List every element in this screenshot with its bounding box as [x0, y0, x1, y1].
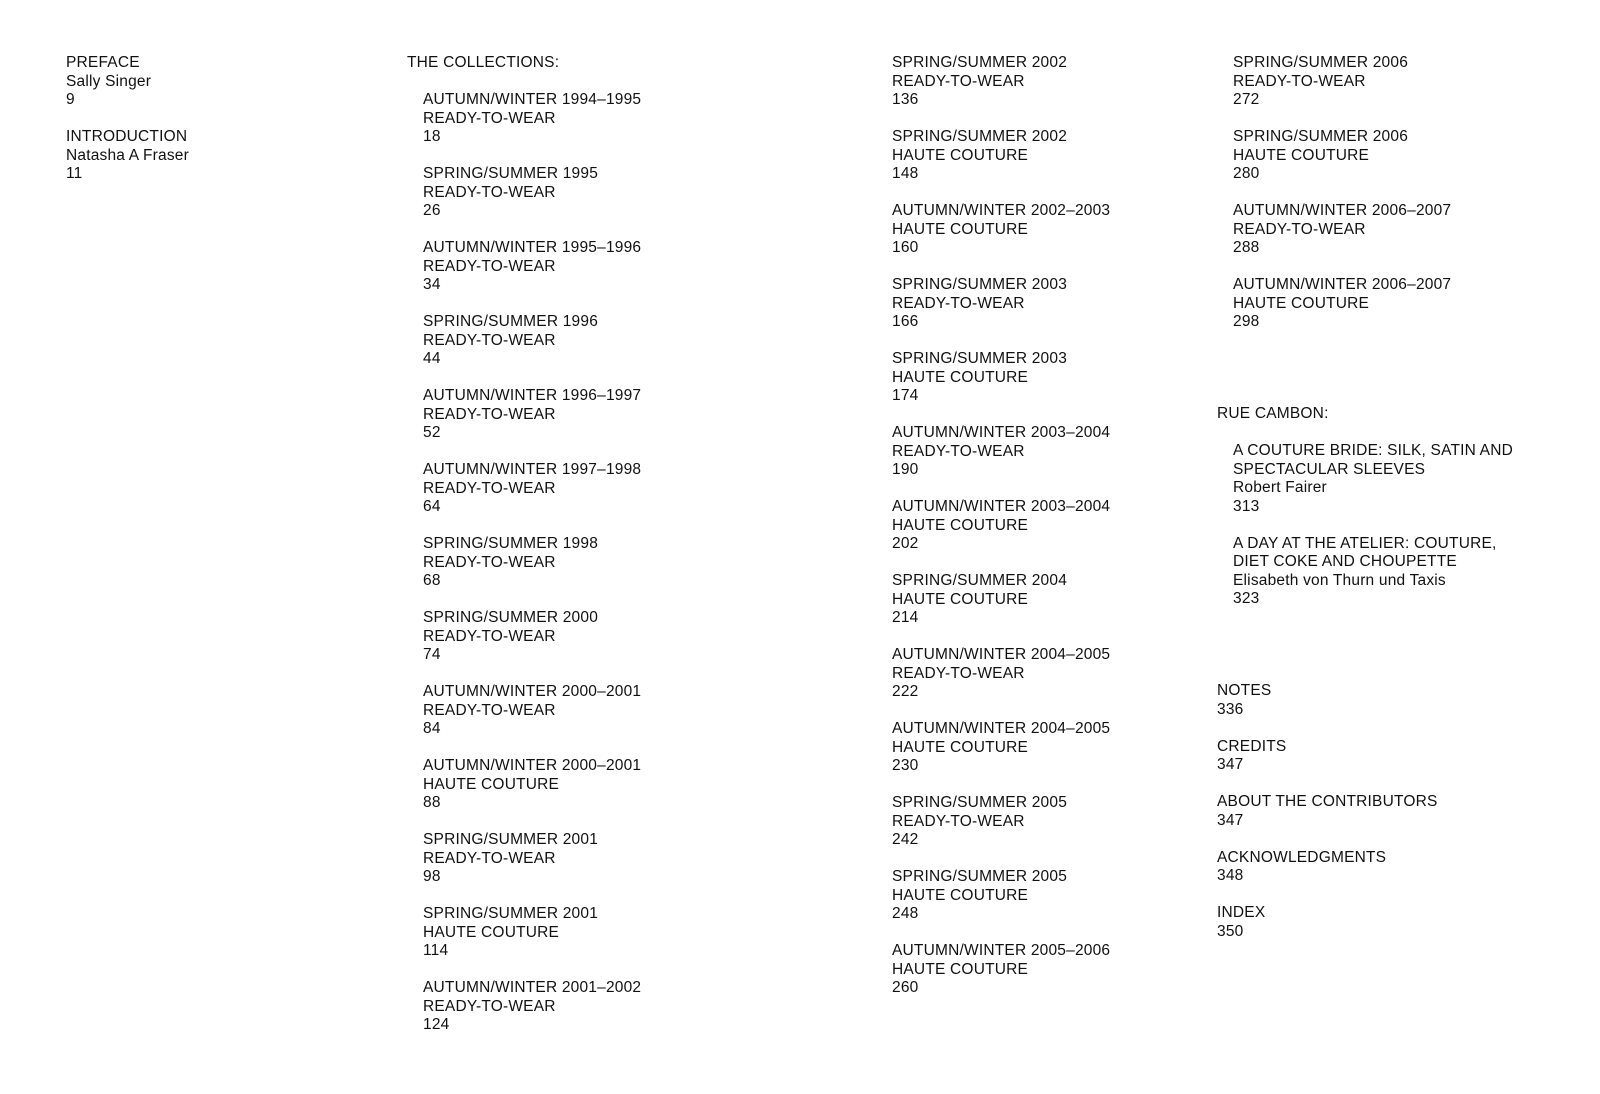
toc-entry-collection[interactable] — [1233, 128, 1577, 184]
toc-entry-collection[interactable] — [423, 461, 847, 517]
entry-page-number: 248 — [892, 905, 919, 922]
toc-entry-collection[interactable] — [423, 239, 847, 295]
collections-column-a — [407, 54, 847, 1053]
entry-line: HAUTE COUTURE — [892, 146, 1029, 164]
entry-line: READY-TO-WEAR — [423, 997, 556, 1015]
entry-line: HAUTE COUTURE — [892, 960, 1029, 978]
entry-line: READY-TO-WEAR — [423, 849, 556, 867]
toc-entry-collection[interactable] — [892, 128, 1212, 184]
entry-page-number: 114 — [423, 942, 449, 959]
entry-page-number: 84 — [423, 720, 441, 737]
entry-season: SPRING/SUMMER 1996 — [423, 313, 599, 330]
entry-page-number: 64 — [423, 498, 441, 515]
toc-entry-collection[interactable] — [892, 720, 1212, 776]
entry-season: AUTUMN/WINTER 2002–2003 — [892, 202, 1111, 219]
entry-page-number: 148 — [892, 165, 919, 182]
entry-season: SPRING/SUMMER 1995 — [423, 165, 599, 182]
entry-season: SPRING/SUMMER 2001 — [423, 905, 599, 922]
entry-season: SPRING/SUMMER 2005 — [892, 868, 1068, 885]
entry-title: NOTES — [1217, 682, 1272, 699]
entry-season: SPRING/SUMMER 2004 — [892, 572, 1068, 589]
essay-title-line-2: DIET COKE AND CHOUPETTE — [1233, 553, 1457, 570]
entry-page-number: 18 — [423, 128, 441, 145]
entry-season: SPRING/SUMMER 2006 — [1233, 54, 1409, 71]
toc-entry-about-contributors[interactable] — [1217, 793, 1577, 830]
entry-page-number: 202 — [892, 535, 919, 552]
entry-title: INTRODUCTION — [66, 128, 188, 145]
entry-page-number: 26 — [423, 202, 441, 219]
entry-line: READY-TO-WEAR — [423, 331, 556, 349]
toc-entry-collection[interactable] — [423, 979, 847, 1035]
entry-title: ACKNOWLEDGMENTS — [1217, 848, 1387, 866]
entry-line: READY-TO-WEAR — [423, 479, 556, 497]
entry-season: SPRING/SUMMER 2003 — [892, 350, 1068, 367]
entry-page-number: 174 — [892, 387, 919, 404]
essay-title-line-2: SPECTACULAR SLEEVES — [1233, 460, 1426, 478]
entry-line: READY-TO-WEAR — [1233, 72, 1366, 90]
entry-page-number: 34 — [423, 276, 441, 293]
entry-season: SPRING/SUMMER 2002 — [892, 128, 1068, 145]
entry-title: ABOUT THE CONTRIBUTORS — [1217, 793, 1438, 810]
entry-page-number: 124 — [423, 1016, 450, 1033]
entry-page-number: 44 — [423, 350, 441, 367]
toc-entry-collection[interactable] — [1233, 54, 1577, 110]
section-spacer — [1217, 350, 1577, 405]
toc-entry-acknowledgments[interactable] — [1217, 849, 1577, 886]
entry-page-number: 9 — [66, 91, 75, 108]
entry-line: READY-TO-WEAR — [423, 627, 556, 645]
entry-line: READY-TO-WEAR — [423, 553, 556, 571]
entry-season: AUTUMN/WINTER 2004–2005 — [892, 646, 1111, 663]
toc-entry-collection[interactable] — [892, 350, 1212, 406]
entry-season: AUTUMN/WINTER 2006–2007 — [1233, 276, 1452, 293]
toc-entry-collection[interactable] — [892, 498, 1212, 554]
entry-page-number: 336 — [1217, 700, 1244, 718]
entry-line: READY-TO-WEAR — [423, 183, 556, 201]
entry-page-number: 323 — [1233, 590, 1260, 607]
entry-season: AUTUMN/WINTER 2000–2001 — [423, 757, 642, 774]
entry-author: Sally Singer — [66, 72, 152, 90]
toc-entry-collection[interactable] — [423, 387, 847, 443]
toc-entry-collection[interactable] — [892, 794, 1212, 850]
entry-line: READY-TO-WEAR — [423, 109, 556, 127]
toc-entry-essay[interactable] — [1233, 442, 1577, 516]
collections-column-b — [892, 54, 1212, 1016]
toc-entry-collection[interactable] — [423, 757, 847, 813]
entry-season: AUTUMN/WINTER 2003–2004 — [892, 498, 1111, 515]
entry-season: SPRING/SUMMER 2001 — [423, 831, 599, 848]
collections-list-b — [892, 54, 1212, 998]
entry-season: AUTUMN/WINTER 2003–2004 — [892, 424, 1111, 441]
entry-page-number: 190 — [892, 461, 919, 478]
essay-author: Robert Fairer — [1233, 479, 1327, 496]
essay-title-line-1: A COUTURE BRIDE: SILK, SATIN AND — [1233, 442, 1514, 459]
entry-page-number: 313 — [1233, 497, 1260, 515]
entry-season: SPRING/SUMMER 2002 — [892, 54, 1068, 71]
toc-entry-preface[interactable] — [66, 54, 366, 110]
entry-season: SPRING/SUMMER 1998 — [423, 535, 599, 552]
entry-line: READY-TO-WEAR — [423, 701, 556, 719]
toc-entry-collection[interactable] — [1233, 202, 1577, 258]
entry-line: HAUTE COUTURE — [423, 775, 560, 793]
entry-page-number: 222 — [892, 683, 919, 700]
entry-line: HAUTE COUTURE — [892, 590, 1029, 608]
toc-entry-collection[interactable] — [892, 646, 1212, 702]
entry-page-number: 347 — [1217, 811, 1244, 829]
entry-line: HAUTE COUTURE — [892, 516, 1029, 534]
entry-page-number: 298 — [1233, 313, 1260, 330]
entry-season: SPRING/SUMMER 2003 — [892, 276, 1068, 293]
entry-season: SPRING/SUMMER 2005 — [892, 794, 1068, 811]
entry-page-number: 98 — [423, 868, 441, 885]
entry-page-number: 260 — [892, 979, 919, 996]
toc-entry-collection[interactable] — [892, 424, 1212, 480]
rue-cambon-list — [1217, 442, 1577, 609]
entry-author: Natasha A Fraser — [66, 146, 189, 164]
entry-page-number: 214 — [892, 609, 919, 626]
toc-entry-collection[interactable] — [423, 905, 847, 961]
toc-entry-collection[interactable] — [892, 276, 1212, 332]
toc-entry-introduction[interactable] — [66, 128, 366, 184]
entry-line: READY-TO-WEAR — [1233, 220, 1366, 238]
entry-page-number: 350 — [1217, 922, 1244, 940]
essay-title-line-1: A DAY AT THE ATELIER: COUTURE, — [1233, 534, 1497, 552]
entry-page-number: 230 — [892, 757, 919, 774]
entry-line: READY-TO-WEAR — [892, 294, 1025, 312]
toc-entry-index[interactable] — [1217, 904, 1577, 941]
essay-author: Elisabeth von Thurn und Taxis — [1233, 571, 1446, 589]
toc-entry-collection[interactable] — [423, 683, 847, 739]
entry-page-number: 348 — [1217, 867, 1244, 884]
entry-season: AUTUMN/WINTER 2006–2007 — [1233, 202, 1452, 219]
entry-page-number: 136 — [892, 91, 919, 108]
entry-line: READY-TO-WEAR — [892, 664, 1025, 682]
front-matter-column — [66, 54, 366, 202]
entry-season: AUTUMN/WINTER 1995–1996 — [423, 239, 642, 256]
entry-line: HAUTE COUTURE — [423, 923, 560, 941]
entry-season: AUTUMN/WINTER 2000–2001 — [423, 683, 642, 700]
entry-season: SPRING/SUMMER 2000 — [423, 609, 599, 626]
entry-title: CREDITS — [1217, 737, 1287, 755]
toc-entry-collection[interactable] — [423, 91, 847, 147]
entry-page-number: 160 — [892, 239, 919, 256]
entry-page-number: 52 — [423, 424, 441, 441]
toc-entry-notes[interactable] — [1217, 682, 1577, 719]
entry-season: SPRING/SUMMER 2006 — [1233, 128, 1409, 145]
entry-line: HAUTE COUTURE — [892, 220, 1029, 238]
toc-entry-collection[interactable] — [892, 572, 1212, 628]
entry-page-number: 347 — [1217, 756, 1244, 773]
entry-page-number: 288 — [1233, 239, 1260, 256]
collections-list-a — [407, 91, 847, 1035]
toc-entry-essay[interactable] — [1233, 535, 1577, 609]
entry-page-number: 272 — [1233, 91, 1260, 108]
entry-season: AUTUMN/WINTER 2005–2006 — [892, 942, 1111, 959]
entry-line: HAUTE COUTURE — [1233, 146, 1370, 164]
entry-title: PREFACE — [66, 54, 140, 71]
entry-page-number: 88 — [423, 794, 441, 811]
entry-line: HAUTE COUTURE — [892, 368, 1029, 386]
entry-line: READY-TO-WEAR — [892, 812, 1025, 830]
entry-page-number: 166 — [892, 313, 919, 330]
toc-entry-collection[interactable] — [892, 942, 1212, 998]
toc-entry-collection[interactable] — [423, 609, 847, 665]
entry-line: READY-TO-WEAR — [892, 72, 1025, 90]
toc-entry-credits[interactable] — [1217, 738, 1577, 775]
entry-page-number: 280 — [1233, 165, 1260, 182]
collections-list-c — [1217, 54, 1577, 332]
entry-season: AUTUMN/WINTER 2001–2002 — [423, 979, 642, 996]
entry-line: HAUTE COUTURE — [1233, 294, 1370, 312]
toc-entry-collection[interactable] — [423, 831, 847, 887]
toc-entry-collection[interactable] — [423, 535, 847, 591]
entry-page-number: 242 — [892, 831, 919, 848]
entry-line: HAUTE COUTURE — [892, 886, 1029, 904]
toc-entry-collection[interactable] — [892, 54, 1212, 110]
entry-line: HAUTE COUTURE — [892, 738, 1029, 756]
entry-page-number: 68 — [423, 572, 441, 589]
entry-page-number: 11 — [66, 165, 83, 182]
collections-heading: THE COLLECTIONS: — [407, 54, 560, 71]
entry-season: AUTUMN/WINTER 2004–2005 — [892, 720, 1111, 737]
right-column — [1217, 54, 1577, 960]
entry-line: READY-TO-WEAR — [423, 405, 556, 423]
entry-season: AUTUMN/WINTER 1994–1995 — [423, 91, 642, 108]
entry-line: READY-TO-WEAR — [423, 257, 556, 275]
toc-entry-collection[interactable] — [1233, 276, 1577, 332]
entry-season: AUTUMN/WINTER 1996–1997 — [423, 387, 642, 404]
entry-season: AUTUMN/WINTER 1997–1998 — [423, 461, 642, 478]
toc-entry-collection[interactable] — [892, 202, 1212, 258]
entry-title: INDEX — [1217, 904, 1266, 921]
entry-page-number: 74 — [423, 646, 441, 663]
back-matter-list — [1217, 682, 1577, 941]
toc-entry-collection[interactable] — [892, 868, 1212, 924]
section-spacer — [1217, 627, 1577, 682]
rue-cambon-heading: RUE CAMBON: — [1217, 405, 1329, 422]
toc-entry-collection[interactable] — [423, 165, 847, 221]
entry-line: READY-TO-WEAR — [892, 442, 1025, 460]
toc-entry-collection[interactable] — [423, 313, 847, 369]
